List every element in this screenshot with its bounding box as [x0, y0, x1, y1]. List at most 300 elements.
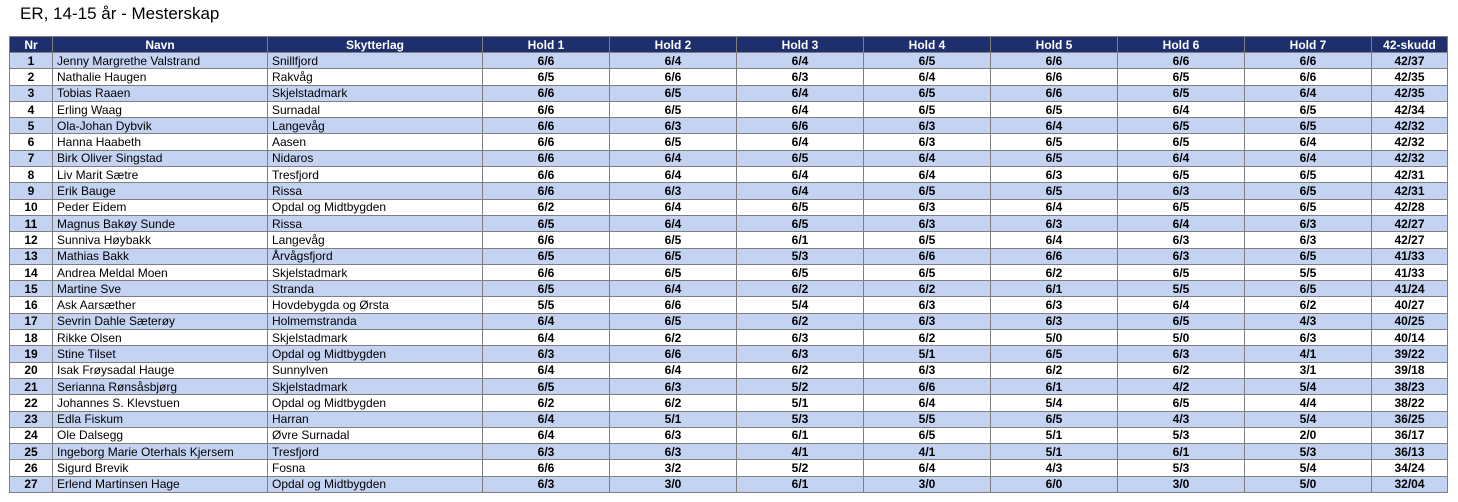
cell-hold-3: 6/4	[737, 183, 864, 199]
cell-hold-1: 6/4	[483, 427, 610, 443]
cell-hold-1: 6/6	[483, 232, 610, 248]
cell-club: Aasen	[268, 134, 483, 150]
cell-hold-1: 6/2	[483, 199, 610, 215]
cell-hold-5: 5/0	[991, 330, 1118, 346]
cell-hold-3: 5/4	[737, 297, 864, 313]
cell-nr: 6	[10, 134, 53, 150]
column-header-hold-7: Hold 7	[1245, 37, 1372, 53]
cell-hold-7: 6/3	[1245, 215, 1372, 231]
cell-hold-5: 5/1	[991, 427, 1118, 443]
cell-hold-7: 6/5	[1245, 248, 1372, 264]
cell-hold-4: 6/3	[864, 134, 991, 150]
cell-name: Stine Tilset	[53, 346, 268, 362]
table-row	[10, 101, 1448, 117]
cell-hold-6: 5/3	[1118, 427, 1245, 443]
cell-hold-5: 6/3	[991, 215, 1118, 231]
column-header-skytterlag: Skytterlag	[268, 37, 483, 53]
cell-hold-6: 6/5	[1118, 69, 1245, 85]
column-header-nr: Nr	[10, 37, 53, 53]
cell-hold-3: 6/5	[737, 199, 864, 215]
cell-hold-4: 6/5	[864, 232, 991, 248]
cell-hold-1: 6/5	[483, 215, 610, 231]
cell-hold-5: 6/6	[991, 85, 1118, 101]
cell-hold-1: 6/4	[483, 313, 610, 329]
column-header-hold-4: Hold 4	[864, 37, 991, 53]
cell-hold-6: 6/4	[1118, 150, 1245, 166]
cell-hold-3: 5/1	[737, 395, 864, 411]
cell-hold-6: 6/5	[1118, 85, 1245, 101]
cell-name: Sunniva Høybakk	[53, 232, 268, 248]
cell-hold-7: 6/4	[1245, 85, 1372, 101]
cell-hold-2: 3/0	[610, 476, 737, 492]
cell-hold-1: 6/6	[483, 183, 610, 199]
cell-hold-4: 6/5	[864, 183, 991, 199]
cell-name: Ingeborg Marie Oterhals Kjersem	[53, 444, 268, 460]
cell-hold-6: 6/3	[1118, 346, 1245, 362]
cell-hold-4: 6/4	[864, 395, 991, 411]
cell-hold-5: 6/6	[991, 53, 1118, 69]
header-row	[10, 37, 1448, 53]
cell-hold-6: 6/4	[1118, 297, 1245, 313]
table-row	[10, 183, 1448, 199]
cell-hold-7: 6/6	[1245, 69, 1372, 85]
cell-nr: 27	[10, 476, 53, 492]
cell-hold-5: 6/5	[991, 183, 1118, 199]
cell-nr: 24	[10, 427, 53, 443]
table-row	[10, 215, 1448, 231]
cell-hold-5: 6/5	[991, 346, 1118, 362]
cell-hold-3: 5/2	[737, 378, 864, 394]
cell-hold-4: 6/5	[864, 264, 991, 280]
cell-total: 40/25	[1372, 313, 1448, 329]
cell-club: Tresfjord	[268, 444, 483, 460]
table-row	[10, 395, 1448, 411]
cell-name: Magnus Bakøy Sunde	[53, 215, 268, 231]
cell-hold-6: 6/4	[1118, 215, 1245, 231]
cell-hold-7: 5/4	[1245, 411, 1372, 427]
cell-name: Erlend Martinsen Hage	[53, 476, 268, 492]
cell-hold-1: 6/6	[483, 134, 610, 150]
cell-total: 42/28	[1372, 199, 1448, 215]
cell-hold-5: 6/5	[991, 134, 1118, 150]
cell-hold-4: 5/5	[864, 411, 991, 427]
cell-nr: 16	[10, 297, 53, 313]
cell-hold-6: 5/3	[1118, 460, 1245, 476]
cell-hold-3: 6/4	[737, 167, 864, 183]
cell-total: 42/35	[1372, 69, 1448, 85]
cell-name: Erling Waag	[53, 101, 268, 117]
cell-hold-3: 6/5	[737, 215, 864, 231]
cell-hold-1: 6/5	[483, 378, 610, 394]
cell-club: Skjelstadmark	[268, 330, 483, 346]
cell-hold-2: 6/3	[610, 378, 737, 394]
cell-hold-2: 5/1	[610, 411, 737, 427]
cell-hold-6: 5/0	[1118, 330, 1245, 346]
cell-hold-2: 6/4	[610, 167, 737, 183]
cell-total: 42/27	[1372, 215, 1448, 231]
cell-hold-2: 6/3	[610, 444, 737, 460]
cell-nr: 22	[10, 395, 53, 411]
cell-hold-7: 6/4	[1245, 134, 1372, 150]
cell-hold-3: 5/3	[737, 248, 864, 264]
results-table	[9, 36, 1448, 493]
cell-hold-3: 6/1	[737, 232, 864, 248]
cell-hold-2: 6/5	[610, 232, 737, 248]
cell-hold-5: 6/5	[991, 411, 1118, 427]
cell-hold-3: 6/4	[737, 134, 864, 150]
table-row	[10, 378, 1448, 394]
cell-hold-2: 6/5	[610, 313, 737, 329]
cell-hold-6: 6/6	[1118, 53, 1245, 69]
cell-club: Hovdebygda og Ørsta	[268, 297, 483, 313]
cell-hold-2: 6/5	[610, 85, 737, 101]
cell-name: Martine Sve	[53, 281, 268, 297]
cell-hold-5: 6/0	[991, 476, 1118, 492]
cell-club: Langevåg	[268, 232, 483, 248]
cell-hold-1: 6/4	[483, 411, 610, 427]
cell-name: Mathias Bakk	[53, 248, 268, 264]
cell-total: 38/23	[1372, 378, 1448, 394]
cell-hold-4: 6/5	[864, 85, 991, 101]
cell-hold-4: 6/6	[864, 248, 991, 264]
cell-hold-7: 6/5	[1245, 183, 1372, 199]
cell-club: Fosna	[268, 460, 483, 476]
cell-hold-2: 6/5	[610, 101, 737, 117]
cell-nr: 3	[10, 85, 53, 101]
cell-hold-3: 6/2	[737, 362, 864, 378]
cell-total: 39/22	[1372, 346, 1448, 362]
cell-hold-1: 6/6	[483, 85, 610, 101]
cell-hold-7: 4/3	[1245, 313, 1372, 329]
cell-name: Hanna Haabeth	[53, 134, 268, 150]
cell-nr: 26	[10, 460, 53, 476]
cell-total: 42/32	[1372, 118, 1448, 134]
cell-hold-1: 6/4	[483, 330, 610, 346]
cell-total: 42/37	[1372, 53, 1448, 69]
cell-hold-1: 6/6	[483, 167, 610, 183]
cell-hold-4: 6/3	[864, 313, 991, 329]
cell-hold-6: 6/5	[1118, 264, 1245, 280]
cell-hold-3: 6/4	[737, 85, 864, 101]
cell-hold-2: 6/6	[610, 297, 737, 313]
cell-hold-6: 6/1	[1118, 444, 1245, 460]
table-row	[10, 313, 1448, 329]
page-title: ER, 14-15 år - Mesterskap	[20, 4, 220, 23]
cell-nr: 25	[10, 444, 53, 460]
cell-nr: 23	[10, 411, 53, 427]
cell-hold-2: 6/5	[610, 134, 737, 150]
cell-hold-7: 3/1	[1245, 362, 1372, 378]
cell-hold-4: 6/5	[864, 101, 991, 117]
cell-hold-5: 6/2	[991, 264, 1118, 280]
cell-name: Nathalie Haugen	[53, 69, 268, 85]
cell-club: Opdal og Midtbygden	[268, 395, 483, 411]
cell-hold-5: 6/1	[991, 281, 1118, 297]
cell-hold-5: 6/3	[991, 313, 1118, 329]
cell-name: Liv Marit Sætre	[53, 167, 268, 183]
table-row	[10, 69, 1448, 85]
cell-name: Rikke Olsen	[53, 330, 268, 346]
cell-name: Sigurd Brevik	[53, 460, 268, 476]
cell-total: 36/17	[1372, 427, 1448, 443]
cell-total: 36/25	[1372, 411, 1448, 427]
cell-name: Serianna Rønsåsbjørg	[53, 378, 268, 394]
cell-nr: 20	[10, 362, 53, 378]
cell-hold-6: 4/3	[1118, 411, 1245, 427]
cell-nr: 9	[10, 183, 53, 199]
cell-hold-1: 6/6	[483, 264, 610, 280]
cell-hold-4: 6/5	[864, 427, 991, 443]
table-row	[10, 362, 1448, 378]
cell-hold-5: 6/2	[991, 362, 1118, 378]
cell-hold-3: 6/1	[737, 476, 864, 492]
cell-nr: 2	[10, 69, 53, 85]
cell-name: Ole Dalsegg	[53, 427, 268, 443]
table-row	[10, 85, 1448, 101]
cell-hold-1: 6/3	[483, 476, 610, 492]
cell-club: Rissa	[268, 183, 483, 199]
cell-name: Ola-Johan Dybvik	[53, 118, 268, 134]
cell-nr: 10	[10, 199, 53, 215]
cell-name: Birk Oliver Singstad	[53, 150, 268, 166]
cell-hold-7: 6/5	[1245, 101, 1372, 117]
cell-nr: 5	[10, 118, 53, 134]
cell-name: Sevrin Dahle Sæterøy	[53, 313, 268, 329]
cell-total: 42/27	[1372, 232, 1448, 248]
cell-hold-6: 6/3	[1118, 232, 1245, 248]
cell-nr: 11	[10, 215, 53, 231]
cell-nr: 14	[10, 264, 53, 280]
cell-hold-5: 5/4	[991, 395, 1118, 411]
cell-hold-6: 6/5	[1118, 118, 1245, 134]
cell-hold-2: 6/5	[610, 264, 737, 280]
cell-hold-1: 6/5	[483, 248, 610, 264]
cell-hold-3: 6/3	[737, 330, 864, 346]
cell-hold-1: 6/5	[483, 281, 610, 297]
cell-nr: 4	[10, 101, 53, 117]
cell-club: Skjelstadmark	[268, 264, 483, 280]
cell-hold-7: 6/6	[1245, 53, 1372, 69]
cell-club: Harran	[268, 411, 483, 427]
cell-hold-5: 6/3	[991, 167, 1118, 183]
cell-hold-7: 4/4	[1245, 395, 1372, 411]
cell-hold-4: 6/3	[864, 297, 991, 313]
cell-club: Øvre Surnadal	[268, 427, 483, 443]
cell-hold-2: 6/4	[610, 150, 737, 166]
cell-hold-2: 6/4	[610, 281, 737, 297]
cell-total: 40/14	[1372, 330, 1448, 346]
table-row	[10, 346, 1448, 362]
cell-hold-1: 6/4	[483, 362, 610, 378]
cell-hold-1: 6/6	[483, 460, 610, 476]
cell-hold-7: 4/1	[1245, 346, 1372, 362]
cell-hold-3: 6/6	[737, 118, 864, 134]
cell-name: Peder Eidem	[53, 199, 268, 215]
table-row	[10, 330, 1448, 346]
cell-hold-7: 6/3	[1245, 330, 1372, 346]
cell-hold-2: 6/2	[610, 395, 737, 411]
cell-hold-3: 6/1	[737, 427, 864, 443]
cell-club: Opdal og Midtbygden	[268, 476, 483, 492]
cell-club: Skjelstadmark	[268, 85, 483, 101]
cell-nr: 13	[10, 248, 53, 264]
cell-total: 41/24	[1372, 281, 1448, 297]
cell-hold-3: 6/2	[737, 313, 864, 329]
table-row	[10, 411, 1448, 427]
column-header-hold-1: Hold 1	[483, 37, 610, 53]
cell-hold-1: 6/5	[483, 69, 610, 85]
cell-hold-6: 5/5	[1118, 281, 1245, 297]
cell-club: Nidaros	[268, 150, 483, 166]
cell-hold-2: 6/3	[610, 427, 737, 443]
cell-nr: 1	[10, 53, 53, 69]
cell-total: 41/33	[1372, 248, 1448, 264]
cell-hold-7: 5/3	[1245, 444, 1372, 460]
cell-hold-1: 6/2	[483, 395, 610, 411]
table-row	[10, 53, 1448, 69]
cell-nr: 17	[10, 313, 53, 329]
table-row	[10, 199, 1448, 215]
cell-club: Snillfjord	[268, 53, 483, 69]
cell-hold-4: 6/3	[864, 215, 991, 231]
cell-hold-2: 6/2	[610, 330, 737, 346]
column-header-hold-2: Hold 2	[610, 37, 737, 53]
cell-hold-2: 6/4	[610, 199, 737, 215]
cell-club: Rissa	[268, 215, 483, 231]
cell-nr: 19	[10, 346, 53, 362]
cell-hold-6: 6/5	[1118, 167, 1245, 183]
cell-name: Johannes S. Klevstuen	[53, 395, 268, 411]
cell-club: Stranda	[268, 281, 483, 297]
cell-hold-6: 6/5	[1118, 395, 1245, 411]
cell-hold-7: 5/0	[1245, 476, 1372, 492]
cell-name: Tobias Raaen	[53, 85, 268, 101]
cell-hold-7: 2/0	[1245, 427, 1372, 443]
cell-name: Ask Aarsæther	[53, 297, 268, 313]
cell-hold-2: 6/4	[610, 215, 737, 231]
cell-name: Jenny Margrethe Valstrand	[53, 53, 268, 69]
table-row	[10, 476, 1448, 492]
cell-hold-7: 5/4	[1245, 378, 1372, 394]
cell-hold-7: 6/5	[1245, 281, 1372, 297]
cell-hold-2: 6/4	[610, 362, 737, 378]
cell-hold-5: 5/1	[991, 444, 1118, 460]
cell-hold-1: 6/6	[483, 101, 610, 117]
cell-hold-6: 6/5	[1118, 199, 1245, 215]
cell-hold-4: 6/5	[864, 53, 991, 69]
cell-hold-2: 6/3	[610, 118, 737, 134]
cell-hold-4: 6/6	[864, 378, 991, 394]
cell-club: Skjelstadmark	[268, 378, 483, 394]
cell-name: Erik Bauge	[53, 183, 268, 199]
table-row	[10, 297, 1448, 313]
table-row	[10, 281, 1448, 297]
cell-hold-2: 3/2	[610, 460, 737, 476]
table-row	[10, 427, 1448, 443]
cell-hold-7: 6/3	[1245, 232, 1372, 248]
cell-hold-6: 6/5	[1118, 313, 1245, 329]
cell-total: 38/22	[1372, 395, 1448, 411]
table-row	[10, 232, 1448, 248]
cell-hold-3: 6/5	[737, 150, 864, 166]
cell-hold-7: 6/4	[1245, 150, 1372, 166]
cell-hold-6: 3/0	[1118, 476, 1245, 492]
cell-hold-4: 6/2	[864, 281, 991, 297]
cell-hold-1: 6/3	[483, 444, 610, 460]
cell-club: Årvågsfjord	[268, 248, 483, 264]
table-row	[10, 118, 1448, 134]
cell-hold-5: 6/1	[991, 378, 1118, 394]
cell-hold-4: 6/3	[864, 362, 991, 378]
cell-name: Edla Fiskum	[53, 411, 268, 427]
cell-hold-1: 6/3	[483, 346, 610, 362]
cell-hold-6: 4/2	[1118, 378, 1245, 394]
cell-hold-6: 6/3	[1118, 183, 1245, 199]
cell-hold-5: 6/4	[991, 232, 1118, 248]
cell-hold-6: 6/4	[1118, 101, 1245, 117]
cell-hold-5: 6/6	[991, 248, 1118, 264]
cell-total: 42/34	[1372, 101, 1448, 117]
cell-hold-3: 6/4	[737, 53, 864, 69]
cell-hold-4: 6/3	[864, 118, 991, 134]
cell-hold-3: 6/3	[737, 69, 864, 85]
cell-total: 36/13	[1372, 444, 1448, 460]
cell-hold-5: 6/4	[991, 118, 1118, 134]
table-row	[10, 150, 1448, 166]
cell-total: 40/27	[1372, 297, 1448, 313]
cell-total: 42/32	[1372, 134, 1448, 150]
cell-hold-5: 6/3	[991, 297, 1118, 313]
cell-hold-2: 6/6	[610, 69, 737, 85]
cell-hold-6: 6/2	[1118, 362, 1245, 378]
cell-club: Sunnylven	[268, 362, 483, 378]
cell-hold-4: 6/2	[864, 330, 991, 346]
column-header-hold-6: Hold 6	[1118, 37, 1245, 53]
cell-hold-6: 6/3	[1118, 248, 1245, 264]
cell-hold-4: 6/4	[864, 69, 991, 85]
cell-name: Andrea Meldal Moen	[53, 264, 268, 280]
column-header-hold-5: Hold 5	[991, 37, 1118, 53]
cell-total: 32/04	[1372, 476, 1448, 492]
cell-total: 42/35	[1372, 85, 1448, 101]
cell-hold-4: 5/1	[864, 346, 991, 362]
cell-hold-1: 6/6	[483, 118, 610, 134]
cell-name: Isak Frøysadal Hauge	[53, 362, 268, 378]
cell-club: Langevåg	[268, 118, 483, 134]
cell-hold-2: 6/6	[610, 346, 737, 362]
table-row	[10, 264, 1448, 280]
cell-total: 39/18	[1372, 362, 1448, 378]
cell-nr: 18	[10, 330, 53, 346]
cell-hold-4: 3/0	[864, 476, 991, 492]
cell-club: Opdal og Midtbygden	[268, 199, 483, 215]
cell-total: 42/32	[1372, 150, 1448, 166]
cell-hold-3: 4/1	[737, 444, 864, 460]
cell-nr: 7	[10, 150, 53, 166]
cell-total: 34/24	[1372, 460, 1448, 476]
cell-nr: 12	[10, 232, 53, 248]
cell-hold-2: 6/3	[610, 183, 737, 199]
cell-hold-4: 6/3	[864, 199, 991, 215]
cell-club: Surnadal	[268, 101, 483, 117]
cell-nr: 8	[10, 167, 53, 183]
cell-hold-1: 6/6	[483, 53, 610, 69]
cell-club: Tresfjord	[268, 167, 483, 183]
cell-hold-5: 6/6	[991, 69, 1118, 85]
cell-hold-3: 5/3	[737, 411, 864, 427]
cell-club: Holmemstranda	[268, 313, 483, 329]
cell-nr: 15	[10, 281, 53, 297]
